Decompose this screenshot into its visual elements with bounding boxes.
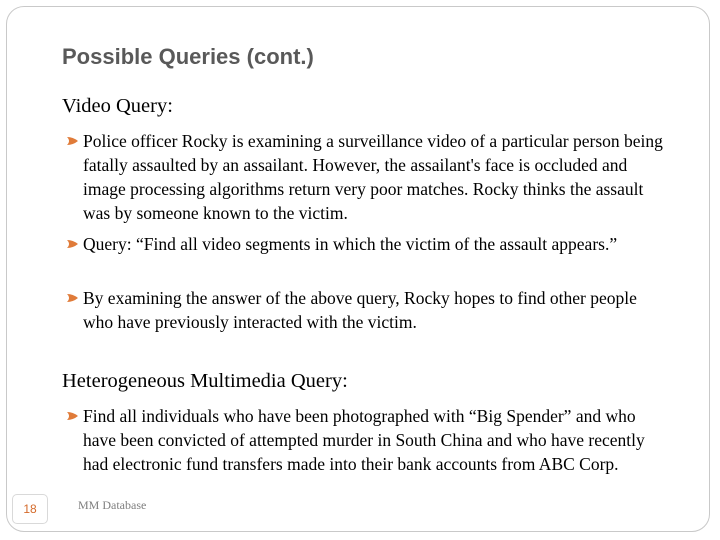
footer-text: MM Database: [78, 498, 147, 512]
section-heading-video-query: Video Query:: [62, 95, 173, 117]
bullet-item: [66, 404, 666, 476]
slide-title: Possible Queries (cont.): [62, 44, 314, 69]
section-heading-multimedia-query: Heterogeneous Multimedia Query:: [62, 370, 348, 392]
bullet-arrow-icon: [66, 410, 80, 422]
bullet-text: By examining the answer of the above query, Rocky hopes to find other people who have previously interacted with the victim.: [83, 288, 637, 332]
bullet-item: [66, 129, 666, 225]
bullet-arrow-icon: [66, 238, 80, 250]
bullet-text: Find all individuals who have been photographed with “Big Spender” and who have been convicted of attempted murder in South China and who have recently had electronic fund transfers made into their bank accounts from ABC Corp.: [83, 406, 645, 474]
bullet-item: [66, 286, 666, 334]
bullet-item: [66, 232, 666, 256]
bullet-text: Query: “Find all video segments in which the victim of the assault appears.”: [83, 234, 618, 254]
bullet-arrow-icon: [66, 135, 80, 147]
bullet-text: Police officer Rocky is examining a surveillance video of a particular person being fatally assaulted by an assailant. However, the assailant's face is occluded and image processing algorithms return very poor matches. Rocky thinks the assault was by someone known to the victim.: [83, 131, 663, 223]
bullet-arrow-icon: [66, 292, 80, 304]
page-number: 18: [12, 494, 48, 524]
